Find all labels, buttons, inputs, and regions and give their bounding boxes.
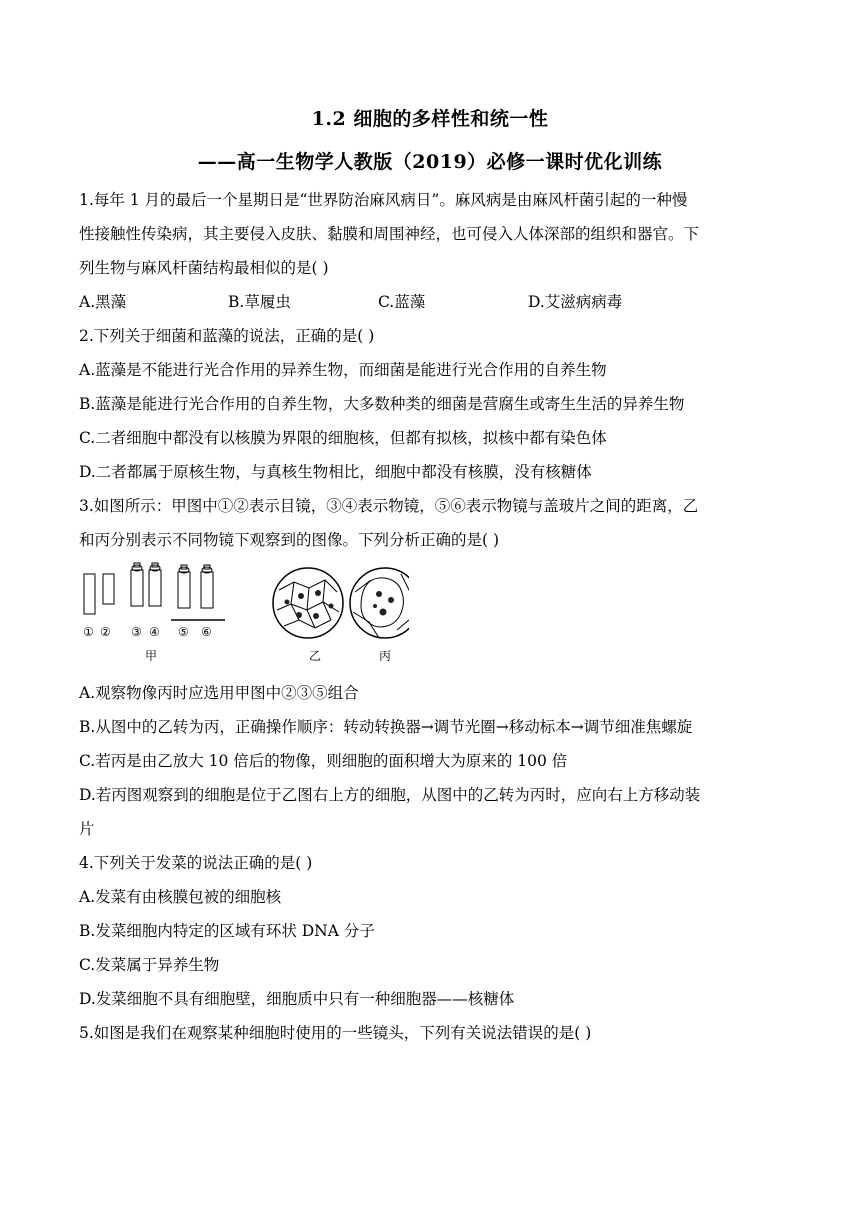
doc-title: 1.2 细胞的多样性和统一性	[311, 108, 549, 130]
q2-option-d: D.二者都属于原核生物，与真核生物相比，细胞中都没有核膜，没有核糖体	[79, 463, 592, 481]
q2-option-a: A.蓝藻是不能进行光合作用的异养生物，而细菌是能进行光合作用的自养生物	[79, 361, 607, 379]
q1-option-d: D.艾滋病病毒	[528, 293, 623, 311]
objective-3	[131, 570, 143, 606]
label-num-1: ①	[83, 625, 94, 639]
q3-stem-line2: 和丙分别表示不同物镜下观察到的图像。下列分析正确的是( )	[79, 531, 500, 549]
q4-option-a: A.发菜有由核膜包被的细胞核	[79, 888, 282, 906]
label-num-6: ⑥	[201, 625, 212, 639]
eyepiece-1	[84, 574, 95, 614]
label-num-2: ②	[100, 625, 111, 639]
label-num-3: ③	[131, 625, 142, 639]
doc-subtitle: ——高一生物学人教版（2019）必修一课时优化训练	[197, 151, 663, 173]
q3-option-d-line2: 片	[79, 820, 95, 838]
q3-option-a: A.观察物像丙时应选用甲图中②③⑤组合	[79, 684, 359, 702]
q1-stem-line2: 性接触性传染病，其主要侵入皮肤、黏膜和周围神经，也可侵入人体深部的组织和器官。下	[79, 225, 700, 243]
q1-option-a: A.黑藻	[79, 293, 127, 311]
objective-6	[201, 572, 213, 608]
eyepiece-2	[103, 574, 114, 604]
objective-5	[178, 572, 190, 608]
q2-option-b: B.蓝藻是能进行光合作用的自养生物，大多数种类的细菌是营腐生或寄生生活的异养生物	[79, 395, 685, 413]
q1-option-b: B.草履虫	[228, 293, 291, 311]
objective-4	[149, 570, 161, 606]
label-num-5: ⑤	[178, 625, 189, 639]
q1-stem-line1: 1.每年 1 月的最后一个星期日是“世界防治麻风病日”。麻风病是由麻风杆菌引起的一种慢	[79, 191, 688, 209]
q4-option-d: D.发菜细胞不具有细胞壁，细胞质中只有一种细胞器——核糖体	[79, 990, 515, 1008]
q4-option-b: B.发菜细胞内特定的区域有环状 DNA 分子	[79, 922, 375, 940]
microscope-figure	[79, 560, 409, 670]
label-jia: 甲	[145, 649, 158, 663]
label-bing: 丙	[379, 649, 392, 663]
label-num-4: ④	[149, 625, 160, 639]
label-yi: 乙	[309, 649, 322, 663]
q5-stem: 5.如图是我们在观察某种细胞时使用的一些镜头，下列有关说法错误的是( )	[79, 1024, 592, 1042]
q3-option-b: B.从图中的乙转为丙，正确操作顺序：转动转换器→调节光圈→移动标本→调节细准焦螺旋	[79, 718, 693, 736]
q2-option-c: C.二者细胞中都没有以核膜为界限的细胞核，但都有拟核，拟核中都有染色体	[79, 429, 607, 447]
q3-option-d-line1: D.若丙图观察到的细胞是位于乙图右上方的细胞，从图中的乙转为丙时，应向右上方移动装	[79, 786, 701, 804]
q3-option-c: C.若丙是由乙放大 10 倍后的物像，则细胞的面积增大为原来的 100 倍	[79, 752, 568, 770]
q4-stem: 4.下列关于发菜的说法正确的是( )	[79, 854, 313, 872]
q2-stem: 2.下列关于细菌和蓝藻的说法，正确的是( )	[79, 327, 375, 345]
q4-option-c: C.发菜属于异养生物	[79, 956, 220, 974]
q1-stem-line3: 列生物与麻风杆菌结构最相似的是( )	[79, 259, 329, 277]
q3-stem-line1: 3.如图所示：甲图中①②表示目镜，③④表示物镜，⑤⑥表示物镜与盖玻片之间的距离，乙	[79, 497, 699, 515]
q1-option-c: C.蓝藻	[378, 293, 426, 311]
